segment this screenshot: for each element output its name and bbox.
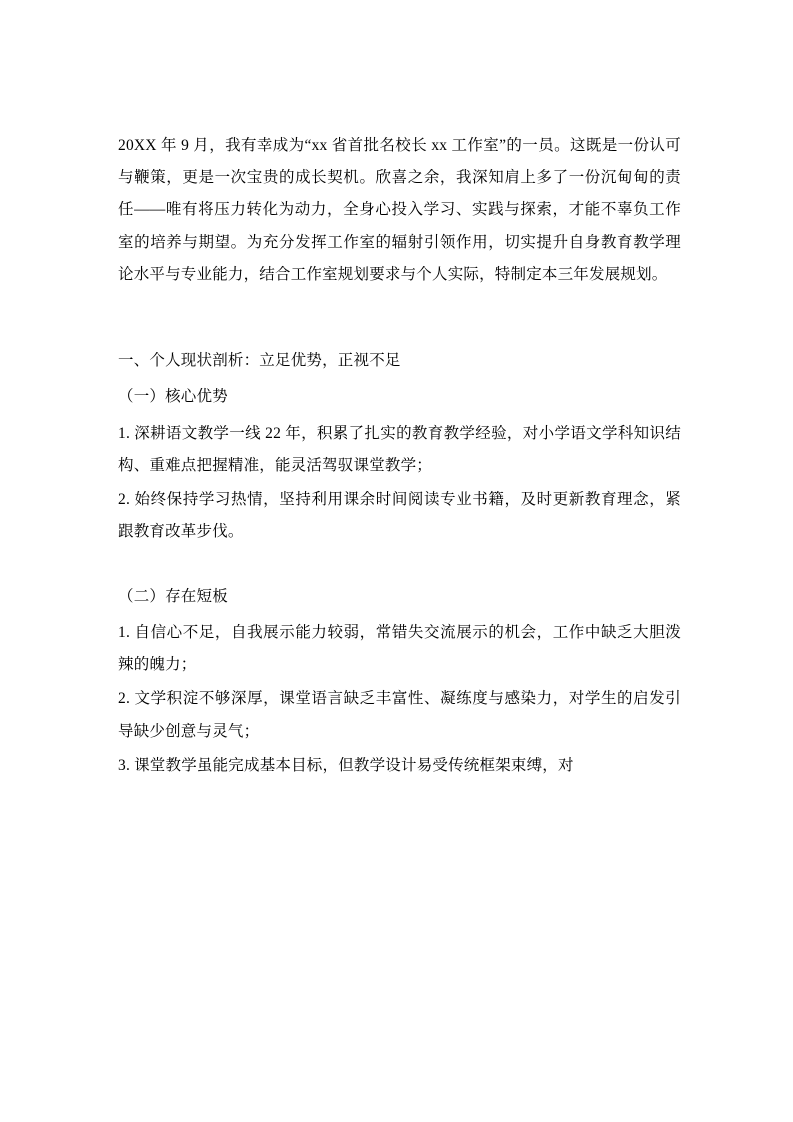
list-item-strength-2: 2. 始终保持学习热情，坚持利用课余时间阅读专业书籍，及时更新教育理念，紧跟教育改革步伐。 [118, 491, 681, 541]
list-item-strength-1: 1. 深耕语文教学一线 22 年，积累了扎实的教育教学经验，对小学语文学科知识结构、重难点把握精准，能灵活驾驭课堂教学； [118, 424, 681, 474]
list-item-weakness-3: 3. 课堂教学虽能完成基本目标，但教学设计易受传统框架束缚，对 [118, 756, 574, 774]
subsection-heading-core-strengths: （一）核心优势 [118, 388, 228, 406]
paragraph-intro: 20XX 年 9 月，我有幸成为“xx 省首批名校长 xx 工作室”的一员。这既是一份认可与鞭策，更是一次宝贵的成长契机。欣喜之余，我深知肩上多了一份沉甸甸的责任——唯有将压力转化为动力，全身心投入学习、实践与探索，才能不辜负工作室的培养与期望。为充分发挥工作室的辐射引领作用，切实提升自身教育教学理论水平与专业能力，结合工作室规划要求与个人实际，特制定本三年发展规划。 [118, 137, 681, 283]
subsection-heading-shortcomings: （二）存在短板 [118, 587, 228, 605]
spacer [118, 551, 681, 581]
section-heading-one: 一、个人现状剖析：立足优势，正视不足 [118, 352, 401, 370]
list-item-weakness-2: 2. 文学积淀不够深厚，课堂语言缺乏丰富性、凝练度与感染力，对学生的启发引导缺少创意与灵气； [118, 690, 681, 740]
list-item-weakness-1: 1. 自信心不足，自我展示能力较弱，常错失交流展示的机会，工作中缺乏大胆泼辣的魄力； [118, 623, 681, 674]
spacer [118, 321, 681, 339]
